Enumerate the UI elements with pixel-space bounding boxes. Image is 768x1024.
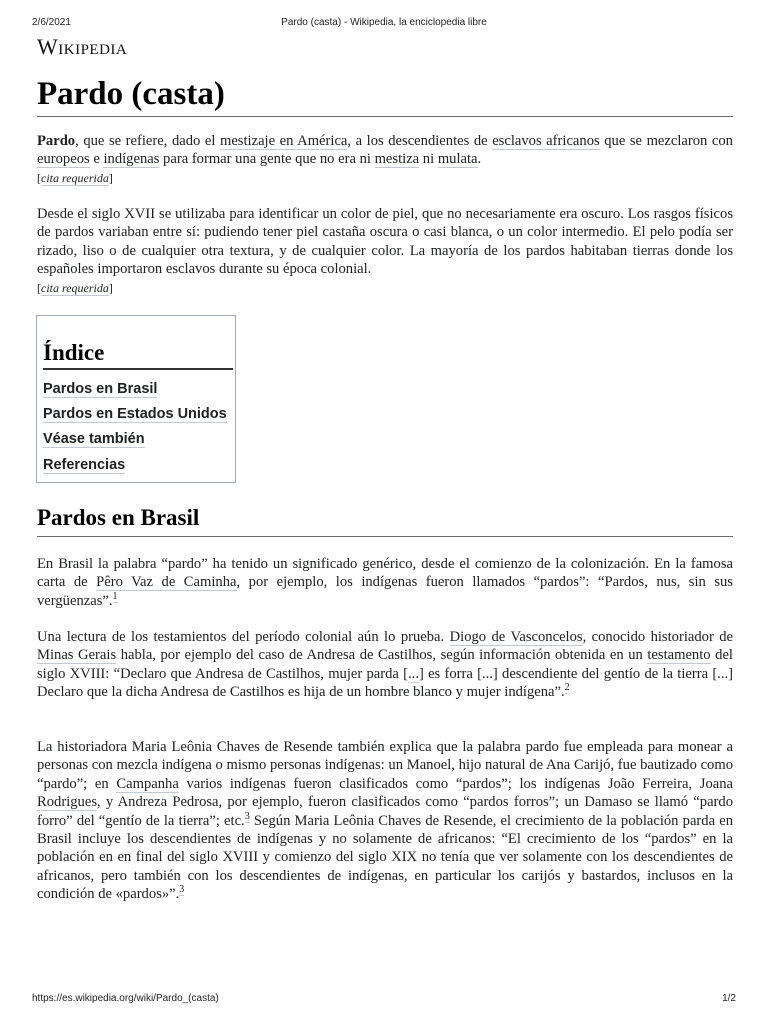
print-page-title: Pardo (casta) - Wikipedia, la enciclopedia libre (281, 17, 487, 28)
table-of-contents (36, 315, 236, 483)
title-divider (37, 116, 733, 117)
page-title: Pardo (casta) (37, 76, 225, 112)
toc-item-pardos-brasil[interactable]: Pardos en Brasil (43, 381, 158, 397)
citation-needed: [cita requerida] (37, 170, 113, 185)
link-ellipsis[interactable]: ... (408, 665, 419, 682)
link-pero-vaz-caminha[interactable]: Pêro Vaz de Caminha (96, 574, 237, 591)
toc-item-referencias[interactable]: Referencias (43, 457, 126, 473)
link-rodrigues[interactable]: Rodrigues (37, 794, 97, 811)
page-number: 1/2 (722, 993, 736, 1004)
link-europeos[interactable]: europeos (37, 151, 90, 168)
bold-term: Pardo (37, 133, 76, 149)
cita-requerida-link[interactable]: cita requerida (41, 280, 109, 295)
section-divider (37, 536, 733, 537)
link-campanha[interactable]: Campanha (116, 775, 179, 792)
wikipedia-logo[interactable]: Wikipedia (37, 34, 128, 59)
toc-title: Índice (43, 340, 233, 370)
toc-item-pardos-estados-unidos[interactable]: Pardos en Estados Unidos (43, 406, 227, 422)
paragraph-brasil-3: La historiadora Maria Leônia Chaves de Resende también explica que la palabra pardo fue empleada para monear a personas con mezcla indígena o mismo personas indígenas: un Manoel, hijo natural de Ana Carijó, fue bautizado como “pardo”; en Campanha varios indígenas fueron clasificados como “pardos”; los indígenas João Ferreira, Joana Rodrigues, y Andreza Pedrosa, por ejemplo, fueron clasificados como “pardos forros”; un Damaso se llamó “pardo forro” del “gentío de la tierra”; etc.$^3$ Según Maria Leônia Chaves de Resende, el crecimiento de la población parda en Brasil incluye los descendientes de indígenas y no solamente de africanos: “El crecimiento de los “pardos” en la población en en final del siglo XVIII y comienzo del siglo XIX no tenía que ver solamente con los descendientes de africanos, pero también con los descendientes de indígenas, en particular los carijós y bastardos, inclusos en la condición de «pardos»”.$^3$ (37, 739, 734, 903)
intro-paragraph: Pardo, que se refiere, dado el mestizaje en América, a los descendientes de esclavos africanos que se mezclaron con europeos e indígenas para formar una gente que no era ni mestiza ni mulata. [cita requerida] (37, 133, 733, 185)
link-esclavos-africanos[interactable]: esclavos africanos (492, 133, 600, 149)
link-mestiza[interactable]: mestiza (374, 151, 420, 168)
link-mulata[interactable]: mulata (437, 151, 478, 168)
section-title-pardos-brasil: Pardos en Brasil (37, 505, 200, 530)
paragraph-brasil-2: Una lectura de los testamientos del período colonial aún lo prueba. Diogo de Vasconcelos, conocido historiador de Minas Gerais habla, por ejemplo del caso de Andresa de Castilhos, según información obtenida en un testamento del siglo XVIII: “Declaro que Andresa de Castilhos, mujer parda [...] es forra [...] descendiente del gentío de la tierra [...] Declaro que la dicha Andresa de Castilhos es hija de un hombre blanco y mujer indígena”.$^2$ (37, 629, 734, 701)
paragraph-color-piel: Desde el siglo XVII se utilizaba para identificar un color de piel, que no necesariamente era oscuro. Los rasgos físicos de pardos variaban entre sí: pudiendo tener piel castaña oscura o casi blanca, o un color intermedio. El pelo podía ser rizado, liso o de cualquier otra textura, y de cualquier color. La mayoría de los pardos habitaban tierras donde los españoles importaron esclavos durante su época colonial. [cita requerida] (37, 206, 733, 295)
link-minas-gerais[interactable]: Minas Gerais (37, 647, 117, 664)
link-testamento[interactable]: testamento (647, 647, 711, 664)
citation-needed: [cita requerida] (37, 280, 113, 295)
link-mestizaje[interactable]: mestizaje en América (219, 133, 348, 149)
reference-3[interactable]: 3 (244, 810, 250, 822)
paragraph-brasil-1: En Brasil la palabra “pardo” ha tenido un significado genérico, desde el comienzo de la colonización. En la famosa carta de Pêro Vaz de Caminha, por ejemplo, los indígenas fueron llamados “pardos”: “Pardos, nus, sin sus vergüenzas”.$^1$ (37, 556, 733, 609)
cita-requerida-link[interactable]: cita requerida (41, 170, 109, 185)
link-indigenas[interactable]: indígenas (103, 151, 160, 168)
print-date: 2/6/2021 (32, 17, 71, 28)
link-diogo-vasconcelos[interactable]: Diogo de Vasconcelos (449, 629, 583, 645)
reference-1[interactable]: 1 (112, 590, 118, 602)
print-url: https://es.wikipedia.org/wiki/Pardo_(casta) (32, 993, 219, 1004)
reference-3[interactable]: 3 (179, 884, 185, 896)
reference-2[interactable]: 2 (564, 682, 570, 694)
print-footer (0, 993, 768, 1007)
toc-item-vease-tambien[interactable]: Véase también (43, 431, 145, 447)
print-header (0, 17, 768, 31)
